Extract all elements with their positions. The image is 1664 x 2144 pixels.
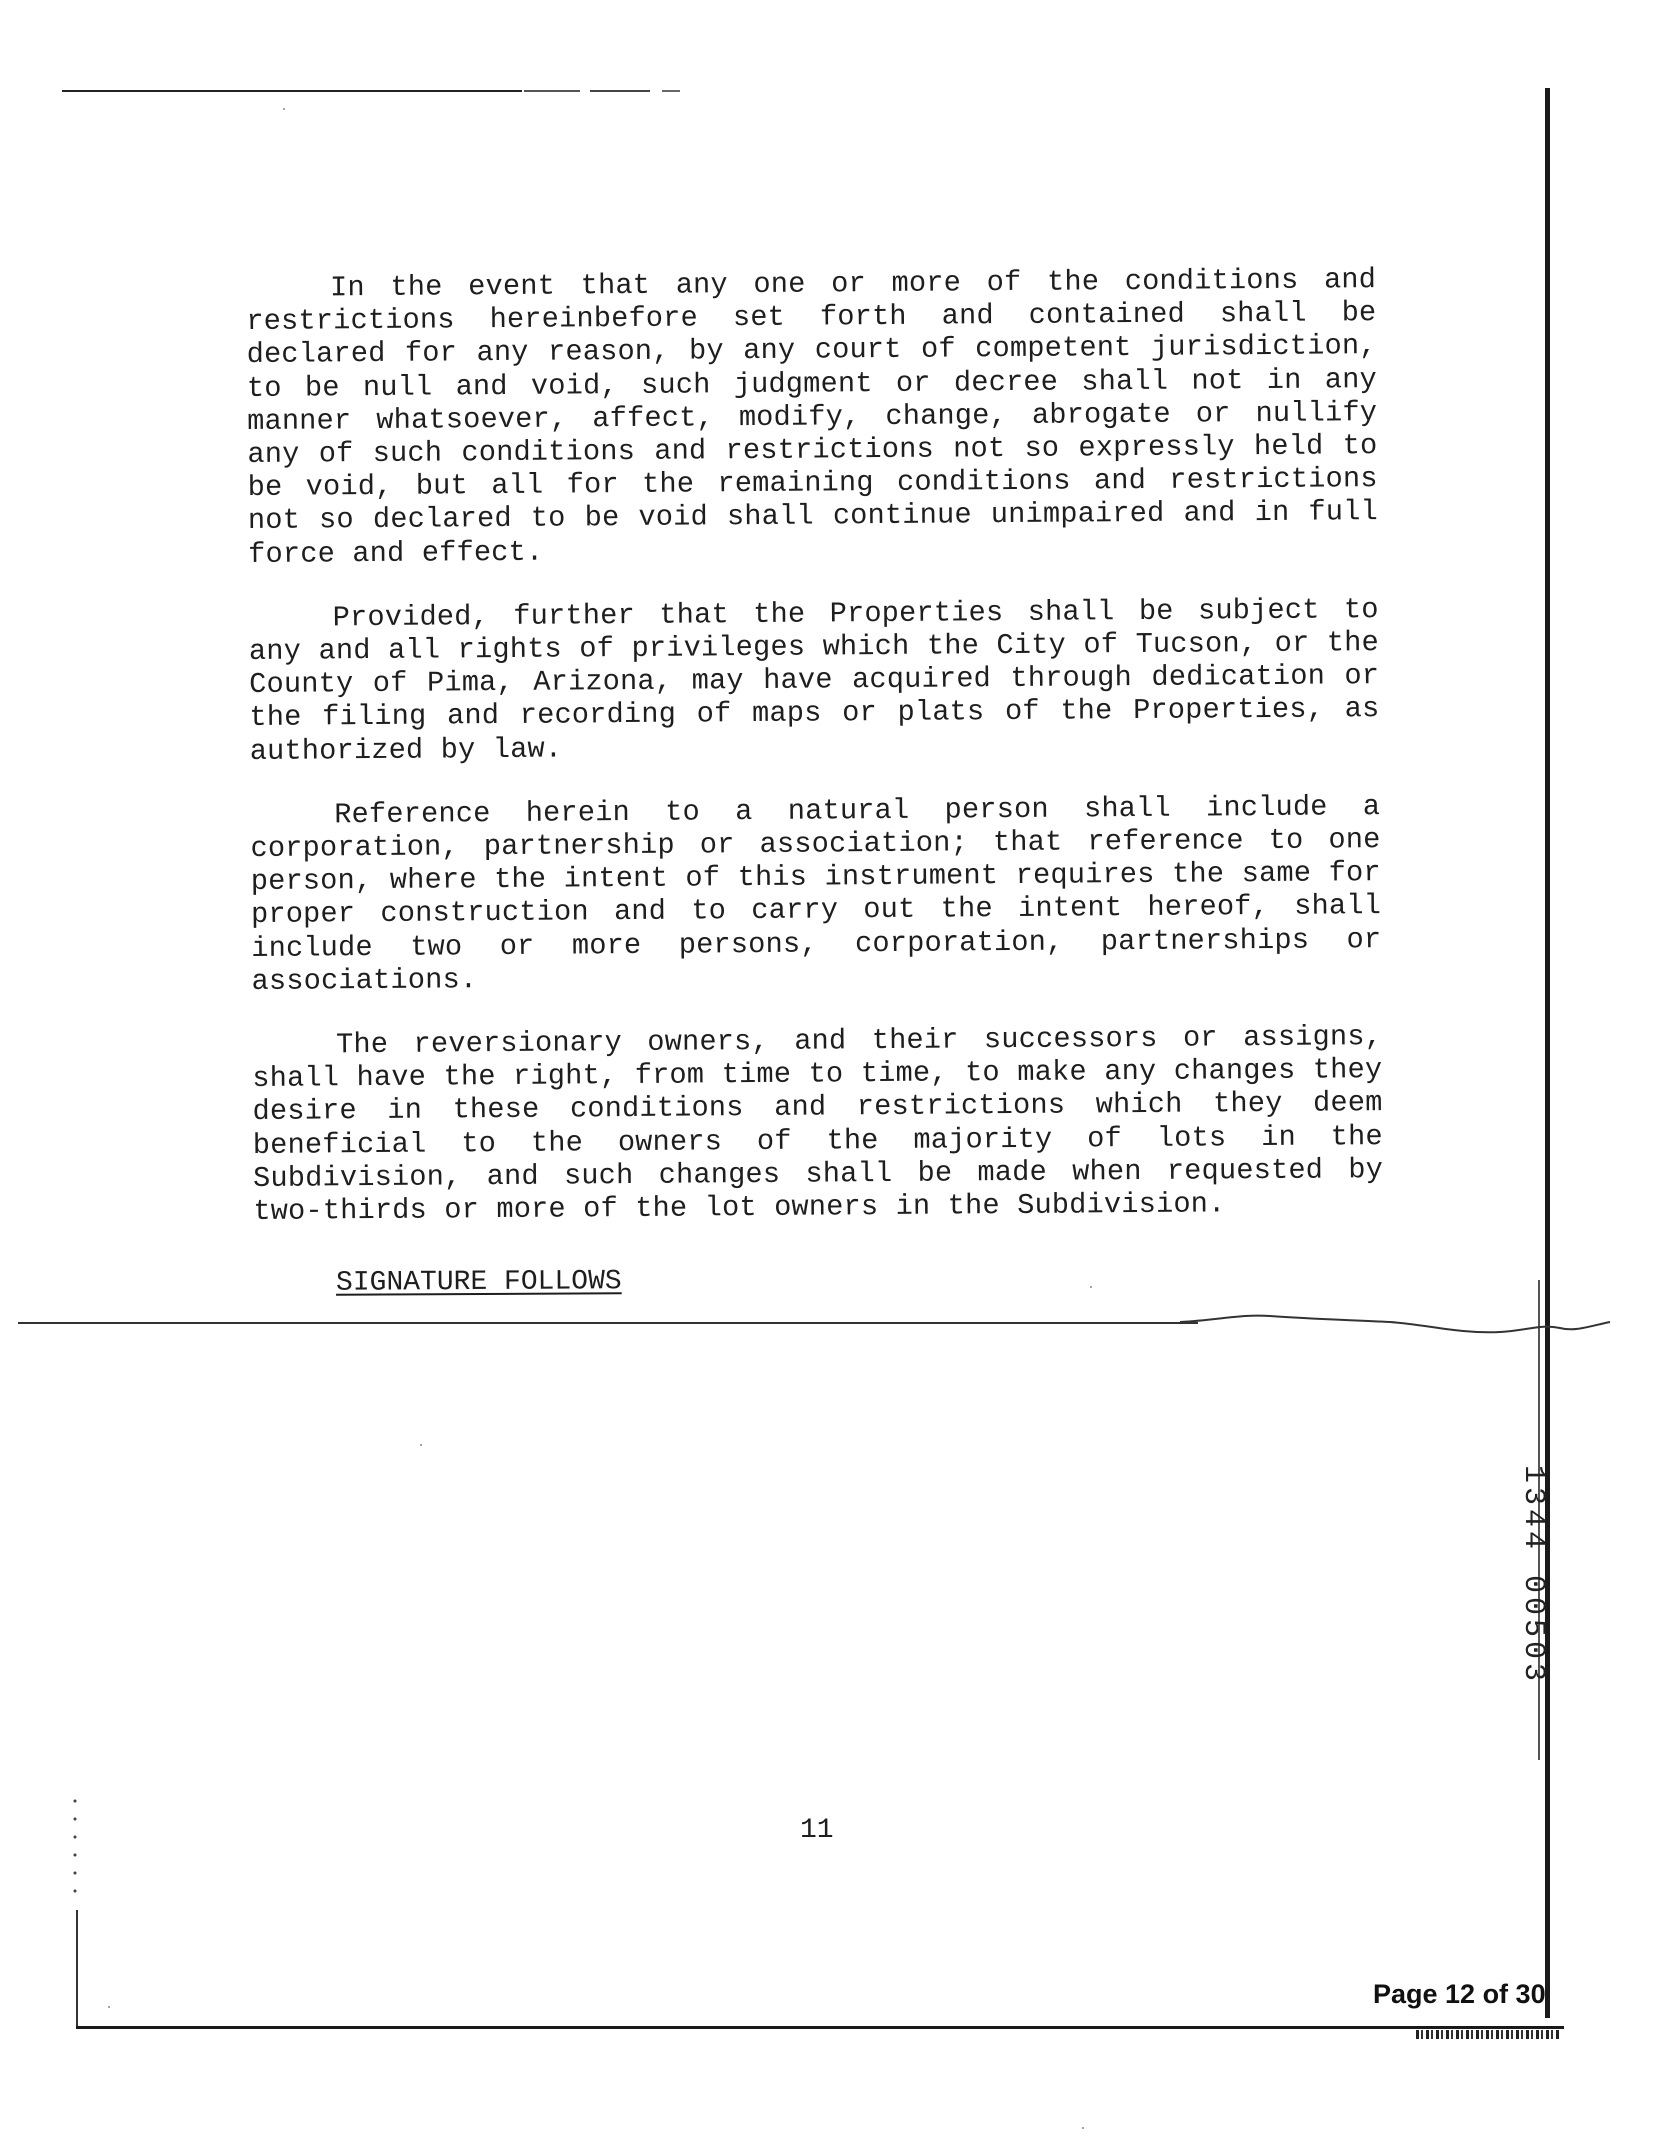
fold-line <box>18 1322 1198 1324</box>
scan-speck <box>1090 1286 1092 1288</box>
paragraph-person-definition: Reference herein to a natural person shall include a corporation, partnership or association; that reference to one person, where the intent of this instrument requires the same for proper construction and to carry out the intent hereof, shall include two or more persons, corporation, partnerships or associations. <box>250 789 1382 998</box>
paragraph-amendment-rights: The reversionary owners, and their successors or assigns, shall have the right, from time to time, to make any changes they desire in these conditions and restrictions which they deem beneficial to the owners of the majority of lots in the Subdivision, and such changes shall be made when requested by two-thirds or more of the lot owners in the Subdivision. <box>252 1020 1384 1229</box>
top-scan-dash <box>590 90 650 92</box>
scan-speck <box>283 108 285 110</box>
paragraph-dedication-rights: Provided, further that the Properties shall be subject to any and all rights of privileges which the City of Tucson, or the County of Pima, Arizona, may have acquired through dedication or the filing and recording of maps or plats of the Properties, as authorized by law. <box>248 592 1380 768</box>
fold-line-wave <box>1180 1306 1620 1346</box>
left-scan-bar <box>76 1910 78 2028</box>
scan-speck <box>420 1444 422 1446</box>
right-scan-bar <box>1545 88 1550 2018</box>
scan-speck <box>108 2006 110 2008</box>
page-counter: Page 12 of 30 <box>1373 1979 1546 2009</box>
top-scan-rule <box>62 90 522 92</box>
body-text <box>246 263 1384 1259</box>
docket-number: 1344 00503 <box>1516 1464 1550 1686</box>
page-number: 11 <box>800 1815 834 1846</box>
recording-timestamp-strip <box>1416 2030 1560 2039</box>
top-scan-dash <box>662 90 680 92</box>
signature-heading: SIGNATURE FOLLOWS <box>335 1266 622 1299</box>
bottom-scan-rule <box>76 2026 1564 2029</box>
scan-speck <box>1082 2127 1084 2129</box>
paragraph-severability: In the event that any one or more of the conditions and restrictions hereinbefore set forth and contained shall be declared for any reason, by any court of competent jurisdiction, to be null and void, such judgment or decree shall not in any manner whatsoever, affect, modify, change, abrogate or nullify any of such conditions and restrictions not so expressly held to be void, but all for the remaining conditions and restrictions not so declared to be void shall continue unimpaired and in full force and effect. <box>246 263 1379 571</box>
top-scan-dash <box>524 90 580 92</box>
left-scan-dots <box>73 1792 77 1902</box>
